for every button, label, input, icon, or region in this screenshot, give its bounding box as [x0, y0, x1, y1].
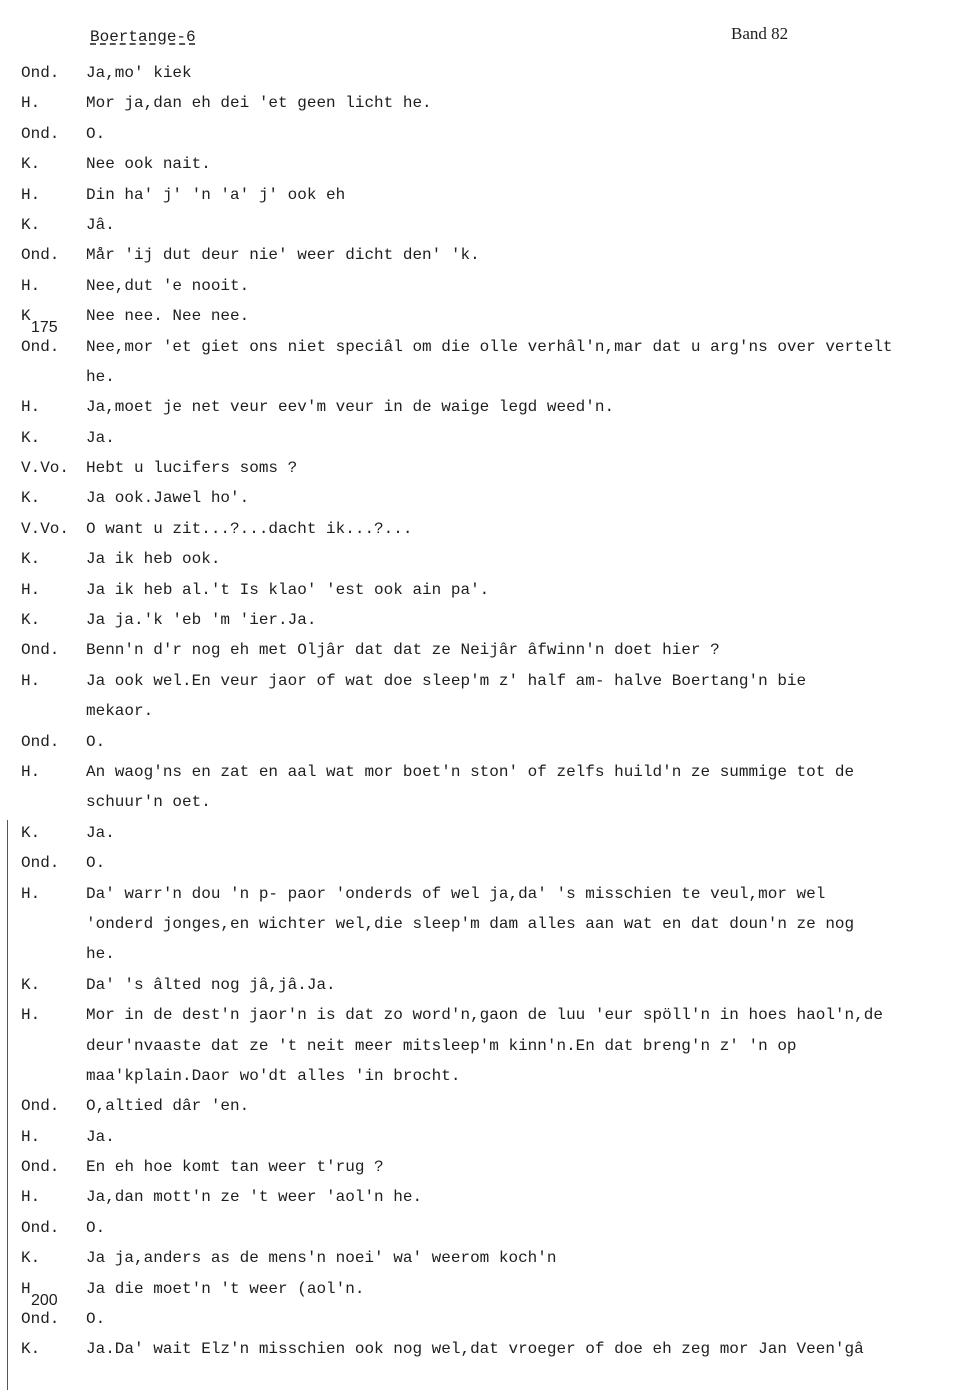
speaker-label: H.: [21, 884, 41, 903]
transcript-line: [0, 1152, 979, 1182]
speaker-label: Ond.: [21, 246, 60, 265]
transcript-line: [0, 332, 979, 362]
utterance-text: Ja ja.'k 'eb 'm 'ier.Ja.: [86, 611, 317, 630]
speaker-label: K.: [21, 975, 41, 994]
speaker-label: H.: [21, 671, 41, 690]
transcript-line: [0, 1243, 979, 1273]
utterance-text: Ja,dan mott'n ze 't weer 'aol'n he.: [86, 1188, 423, 1207]
speaker-label: H.: [21, 1127, 41, 1146]
transcript-line: [0, 696, 979, 726]
transcript-line: [0, 483, 979, 513]
speaker-label: H.: [21, 185, 41, 204]
transcript-line: [0, 1061, 979, 1091]
speaker-label: H.: [21, 94, 41, 113]
utterance-text: Ja ik heb ook.: [86, 550, 221, 569]
utterance-text: Hebt u lucifers soms ?: [86, 459, 298, 478]
transcript-line: [0, 271, 979, 301]
document-title-text: Boertange-6: [90, 28, 196, 46]
speaker-label: H.: [21, 762, 41, 781]
speaker-label: Ond.: [21, 124, 60, 143]
utterance-text: Nee,dut 'e nooit.: [86, 276, 250, 295]
line-number-175: 175: [31, 319, 58, 337]
utterance-text: Ja ik heb al.'t Is klao' 'est ook ain pa'.: [86, 580, 490, 599]
speaker-label: H: [21, 1279, 31, 1298]
speaker-label: K.: [21, 550, 41, 569]
utterance-text: Mår 'ij dut deur nie' weer dicht den' 'k.: [86, 246, 480, 265]
transcript-line: [0, 301, 979, 337]
speaker-label: Ond.: [21, 732, 60, 751]
utterance-text: maa'kplain.Daor wo'dt alles 'in brocht.: [86, 1066, 461, 1085]
transcript-line: [0, 1122, 979, 1152]
speaker-label: H.: [21, 580, 41, 599]
speaker-label: K.: [21, 611, 41, 630]
speaker-label: K.: [21, 428, 41, 447]
transcript-line: [0, 149, 979, 179]
utterance-text: O.: [86, 1218, 106, 1237]
utterance-text: O,altied dâr 'en.: [86, 1097, 250, 1116]
speaker-label: V.Vo.: [21, 519, 70, 538]
utterance-text: O.: [86, 1310, 106, 1329]
utterance-text: Ja die moet'n 't weer (aol'n.: [86, 1279, 365, 1298]
transcript-line: [0, 1304, 979, 1334]
utterance-text: Din ha' j' 'n 'a' j' ook eh: [86, 185, 346, 204]
utterance-text: O.: [86, 732, 106, 751]
transcript-line: [0, 635, 979, 665]
speaker-label: Ond.: [21, 1158, 60, 1177]
utterance-text: Mor ja,dan eh dei 'et geen licht he.: [86, 94, 432, 113]
utterance-text: An waog'ns en zat en aal wat mor boet'n ston' of zelfs huild'n ze summige tot de: [86, 762, 855, 781]
transcript-line: [0, 879, 979, 909]
speaker-label: H.: [21, 276, 41, 295]
utterance-text: En eh hoe komt tan weer t'rug ?: [86, 1158, 384, 1177]
transcript-line: [0, 88, 979, 118]
utterance-text: Nee nee. Nee nee.: [86, 307, 250, 326]
utterance-text: Ja ook wel.En veur jaor of wat doe sleep'm z' half am- halve Boertang'n bie: [86, 671, 807, 690]
speaker-label: Ond.: [21, 854, 60, 873]
utterance-text: Ja ook.Jawel ho'.: [86, 489, 250, 508]
utterance-text: Da' warr'n dou 'n p- paor 'onderds of wel ja,da' 's misschien te veul,mor wel: [86, 884, 826, 903]
utterance-text: Ja.Da' wait Elz'n misschien ook nog wel,dat vroeger of doe eh zeg mor Jan Veen'gâ: [86, 1340, 864, 1359]
transcript-line: [0, 848, 979, 878]
transcript-line: [0, 423, 979, 453]
utterance-text: Nee,mor 'et giet ons niet speciâl om die olle verhâl'n,mar dat u arg'ns over vertelt: [86, 337, 893, 356]
utterance-text: schuur'n oet.: [86, 793, 211, 812]
transcript-line: [0, 119, 979, 149]
utterance-text: Ja ja,anders as de mens'n noei' wa' weerom koch'n: [86, 1249, 557, 1268]
utterance-text: Da' 's âlted nog jâ,jâ.Ja.: [86, 975, 336, 994]
utterance-text: Mor in de dest'n jaor'n is dat zo word'n,gaon de luu 'eur spöll'n in hoes haol'n,de: [86, 1006, 883, 1025]
speaker-label: K.: [21, 215, 41, 234]
document-title: [90, 28, 196, 46]
transcript-line: [0, 666, 979, 696]
utterance-text: Nee ook nait.: [86, 155, 211, 174]
utterance-text: Ja,moet je net veur eev'm veur in de waige legd weed'n.: [86, 398, 615, 417]
transcript-line: [0, 240, 979, 270]
utterance-text: Benn'n d'r nog eh met Oljâr dat dat ze Neijâr âfwinn'n doet hier ?: [86, 641, 720, 660]
speaker-label: H.: [21, 398, 41, 417]
speaker-label: Ond.: [21, 1310, 60, 1329]
line-number-200: 200: [31, 1291, 58, 1309]
speaker-label: K.: [21, 823, 41, 842]
utterance-text: 'onderd jonges,en wichter wel,die sleep'm dam alles aan wat en dat doun'n ze nog: [86, 914, 855, 933]
utterance-text: he.: [86, 945, 115, 964]
speaker-label: K.: [21, 1340, 41, 1359]
transcript-line: [0, 392, 979, 422]
transcript-line: [0, 1334, 979, 1364]
transcript-line: [0, 180, 979, 210]
utterance-text: mekaor.: [86, 702, 154, 721]
transcript-line: [0, 1213, 979, 1243]
utterance-text: he.: [86, 367, 115, 386]
speaker-label: K: [21, 307, 31, 326]
transcript-line: [0, 605, 979, 635]
transcript-line: [0, 787, 979, 817]
transcript-line: [0, 453, 979, 483]
transcript-line: [0, 939, 979, 969]
utterance-text: O want u zit...?...dacht ik...?...: [86, 519, 413, 538]
transcript-line: [0, 544, 979, 574]
transcript-line: [0, 514, 979, 544]
utterance-text: Ja.: [86, 823, 115, 842]
transcript-line: [0, 909, 979, 939]
utterance-text: O.: [86, 854, 106, 873]
transcript-line: [0, 757, 979, 787]
transcript-line: [0, 1000, 979, 1030]
speaker-label: H.: [21, 1188, 41, 1207]
speaker-label: Ond.: [21, 337, 60, 356]
transcript-line: [0, 727, 979, 757]
utterance-text: Ja,mo' kiek: [86, 64, 192, 82]
transcript-body: [0, 58, 979, 1365]
utterance-text: Ja.: [86, 428, 115, 447]
transcript-line: [0, 1031, 979, 1061]
transcript-line: [0, 1091, 979, 1121]
transcript-line: [0, 818, 979, 848]
transcript-line: [0, 58, 979, 88]
transcript-line: [0, 1274, 979, 1309]
transcript-line: [0, 575, 979, 605]
transcript-line: [0, 970, 979, 1000]
utterance-text: Ja.: [86, 1127, 115, 1146]
speaker-label: Ond.: [21, 1218, 60, 1237]
transcript-line: [0, 1182, 979, 1212]
utterance-text: deur'nvaaste dat ze 't neit meer mitsleep'm kinn'n.En dat breng'n z' 'n op: [86, 1036, 797, 1055]
transcript-line: [0, 210, 979, 240]
utterance-text: Jâ.: [86, 215, 115, 234]
speaker-label: Ond.: [21, 1097, 60, 1116]
speaker-label: K.: [21, 155, 41, 174]
speaker-label: Ond.: [21, 64, 60, 82]
speaker-label: K.: [21, 1249, 41, 1268]
speaker-label: V.Vo.: [21, 459, 70, 478]
band-number: Band 82: [731, 24, 789, 43]
speaker-label: Ond.: [21, 641, 60, 660]
speaker-label: K.: [21, 489, 41, 508]
utterance-text: O.: [86, 124, 106, 143]
speaker-label: H.: [21, 1006, 41, 1025]
transcript-line: [0, 362, 979, 392]
